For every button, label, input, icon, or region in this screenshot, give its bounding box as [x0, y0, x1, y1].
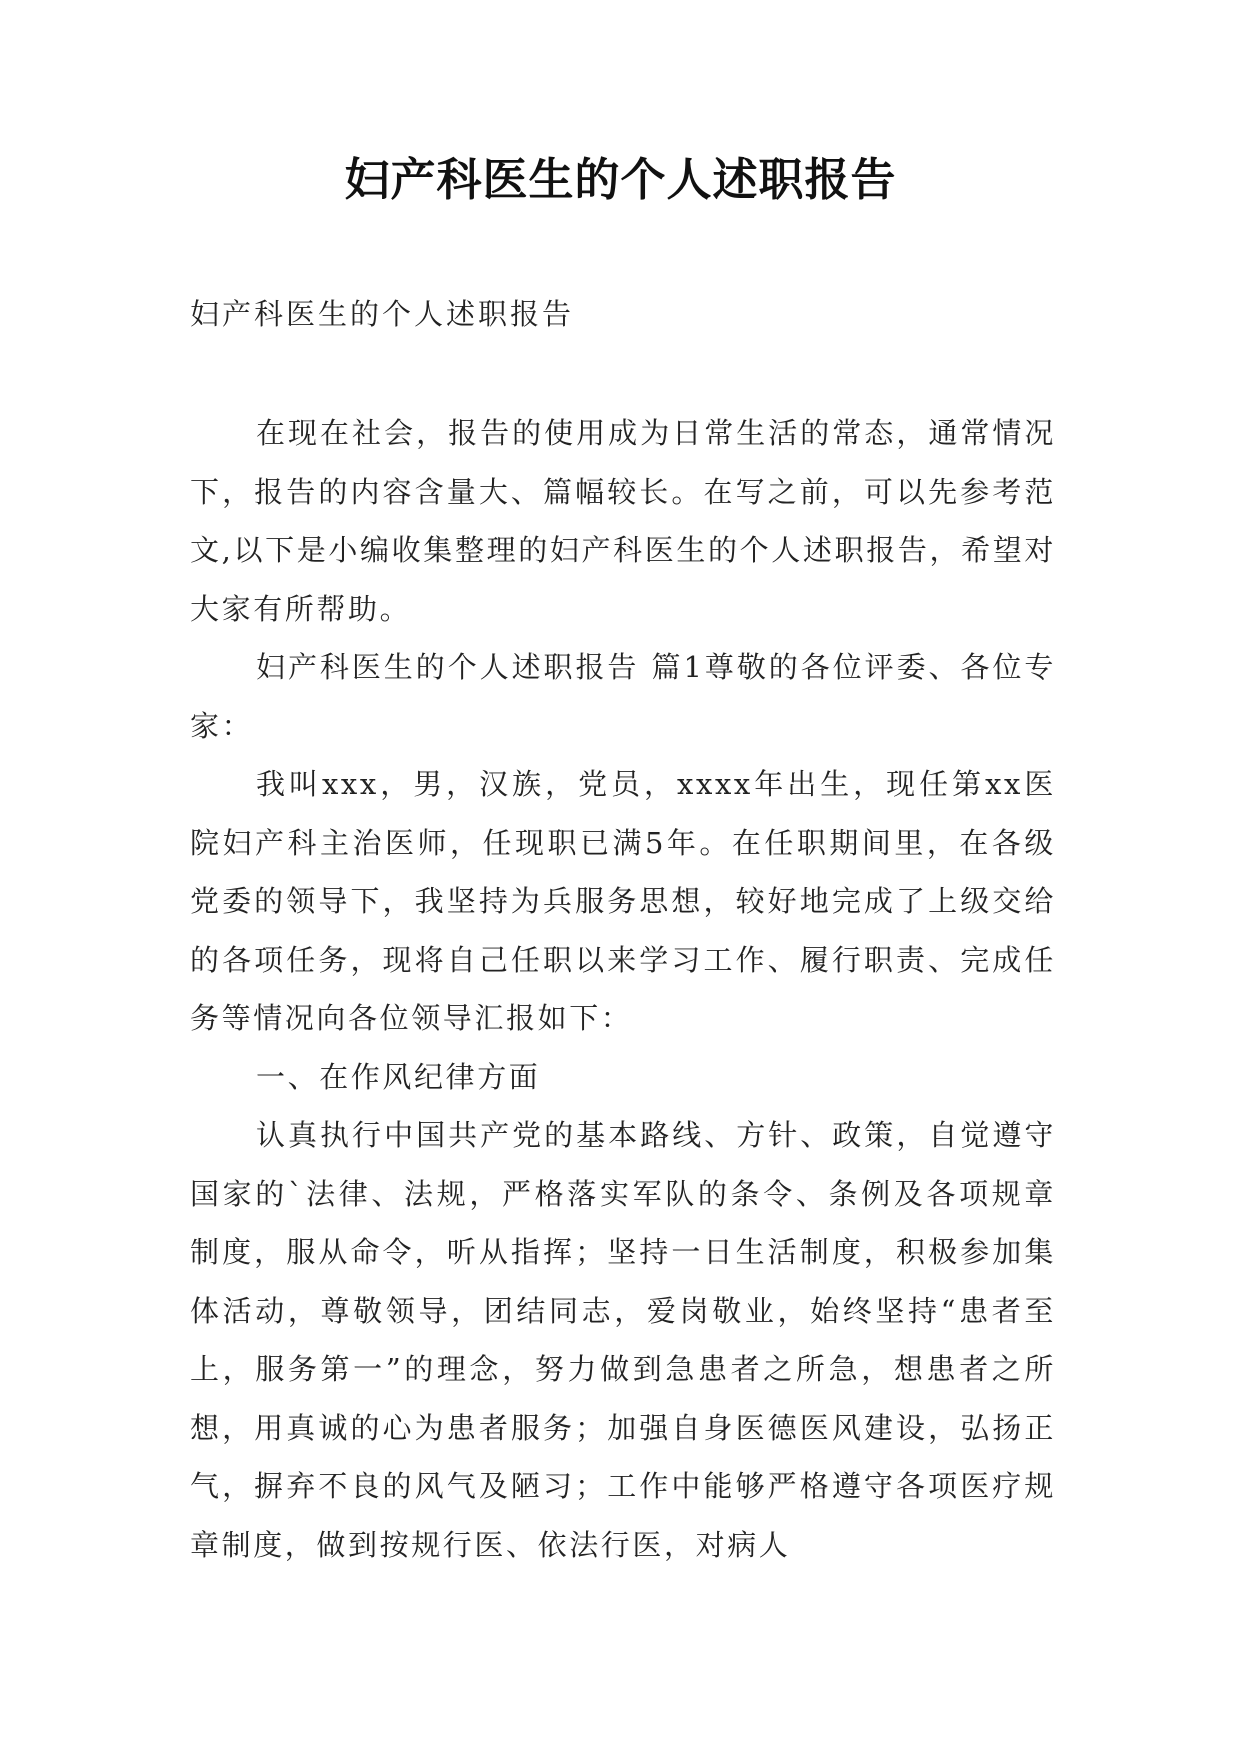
body-paragraph: 认真执行中国共产党的基本路线、方针、政策，自觉遵守国家的`法律、法规，严格落实军队的条令、条例及各项规章制度，服从命令，听从指挥；坚持一日生活制度，积极参加集体活动，尊敬领导，团结同志，爱岗敬业，始终坚持“患者至上，服务第一”的理念，努力做到急患者之所急，想患者之所想，用真诚的心为患者服务；加强自身医德医风建设，弘扬正气，摒弃不良的风气及陋习；工作中能够严格遵守各项医疗规章制度，做到按规行医、依法行医，对病人: [190, 1118, 1056, 1562]
body-paragraph: 在现在社会，报告的使用成为日常生活的常态，通常情况下，报告的内容含量大、篇幅较长。在写之前，可以先参考范文,以下是小编收集整理的妇产科医生的个人述职报告，希望对大家有所帮助。: [190, 416, 1056, 626]
body-paragraph: 妇产科医生的个人述职报告 篇1尊敬的各位评委、各位专家：: [190, 650, 1056, 743]
document-body: [190, 404, 1056, 1574]
document-title: 妇产科医生的个人述职报告: [344, 153, 897, 206]
section-heading: 一、在作风纪律方面: [256, 1059, 541, 1094]
document-subtitle: 妇产科医生的个人述职报告: [190, 297, 575, 331]
body-paragraph: 我叫xxx，男，汉族，党员，xxxx年出生，现任第xx医院妇产科主治医师，任现职已满5年。在任职期间里，在各级党委的领导下，我坚持为兵服务思想，较好地完成了上级交给的各项任务，现将自己任职以来学习工作、履行职责、完成任务等情况向各位领导汇报如下：: [190, 767, 1056, 1035]
